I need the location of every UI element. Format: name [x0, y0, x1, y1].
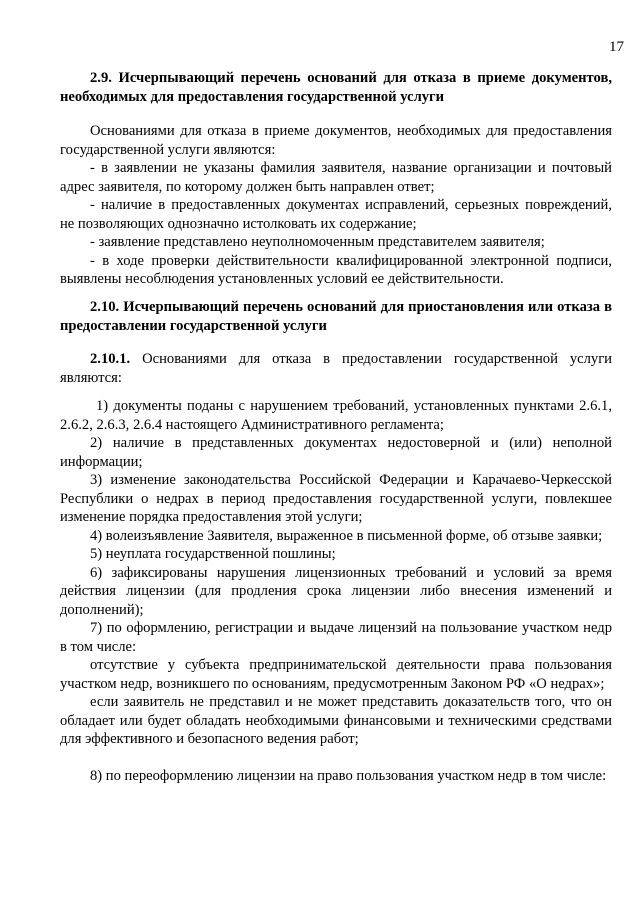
- page-number: 17: [609, 39, 624, 55]
- list-item-8: 8) по переоформлению лицензии на право пользования участком недр в том числе:: [90, 768, 607, 784]
- section-2-9-item-2: - наличие в предоставленных документах исправлений, серьезных повреждений, не позволяющих однозначно истолковать их содержание;: [60, 197, 612, 232]
- section-2-10-heading: 2.10. Исчерпывающий перечень оснований для приостановления или отказа в предоставлении государственной услуги: [60, 299, 612, 334]
- section-2-10-1-intro: [60, 350, 612, 387]
- section-2-9-intro: Основаниями для отказа в приеме документов, необходимых для предоставления государственной услуги являются:: [60, 123, 612, 158]
- list-item-7-sub-2: если заявитель не представил и не может представить доказательств того, что он обладает или будет обладать необходимыми финансовыми и техническими средствами для эффективного и безопасного ведения работ;: [60, 694, 612, 747]
- section-2-9-item-4: - в ходе проверки действительности квалифицированной электронной подписи, выявлены несоблюдения установленных условий ее действительности.: [60, 252, 612, 287]
- list-item-4: 4) волеизъявление Заявителя, выраженное в письменной форме, об отзыве заявки;: [90, 527, 603, 544]
- list-item-6: 6) зафиксированы нарушения лицензионных требований и условий за время действия лицензии (для продления срока лицензии либо внесения изменений и дополнений);: [60, 564, 612, 618]
- list-item-2: 2) наличие в представленных документах недостоверной и (или) неполной информации;: [60, 435, 612, 470]
- section-2-10-body: [60, 350, 612, 749]
- list-item-1: 1) документы поданы с нарушением требований, установленных пунктами 2.6.1, 2.6.2, 2.6.3, 2.6.4 настоящего Административного регламента;: [60, 398, 612, 433]
- list-item-7: 7) по оформлению, регистрации и выдаче лицензий на пользование участком недр в том числе:: [60, 620, 612, 655]
- section-2-9-body: [60, 122, 612, 289]
- subsection-number: 2.10.1.: [90, 351, 131, 367]
- section-2-9-item-1: - в заявлении не указаны фамилия заявителя, название организации и почтовый адрес заявителя, по которому должен быть направлен ответ;: [60, 160, 612, 195]
- list-item-5: 5) неуплата государственной пошлины;: [90, 546, 336, 562]
- list-item-7-sub-1: отсутствие у субъекта предпринимательской деятельности права пользования участком недр, возникшего по основаниям, предусмотренным Законом РФ «О недрах»;: [60, 657, 612, 692]
- section-2-9-heading: 2.9. Исчерпывающий перечень оснований для отказа в приеме документов, необходимых для предоставления государственной услуги: [60, 70, 612, 105]
- list-item-3: 3) изменение законодательства Российской Федерации и Карачаево-Черкесской Республики о недрах в период предоставления государственной услуги, повлекшее изменение порядка предоставления этой услуги;: [60, 472, 612, 525]
- subsection-text: Основаниями для отказа в предоставлении государственной услуги являются:: [60, 351, 612, 386]
- section-2-9-item-3: - заявление представлено неуполномоченным представителем заявителя;: [90, 234, 545, 250]
